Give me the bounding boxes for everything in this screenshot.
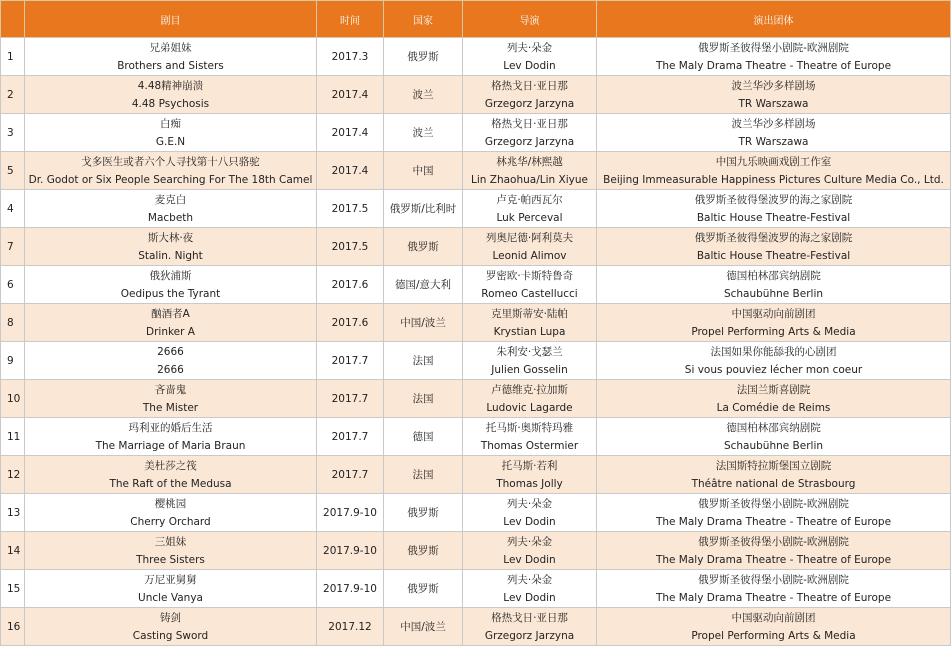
row-number: 15 [1, 570, 25, 608]
play-title [25, 76, 317, 114]
director-cn: 卢德维克·拉加斯 [491, 383, 568, 396]
troupe [597, 532, 951, 570]
country: 俄罗斯 [384, 532, 463, 570]
director-cn: 托马斯·奥斯特玛雅 [485, 421, 574, 434]
director-cn: 林兆华/林熙越 [496, 155, 563, 168]
director [463, 266, 597, 304]
table-row [1, 456, 951, 494]
play-title-cn: 三姐妹 [154, 535, 187, 548]
troupe [597, 152, 951, 190]
director [463, 114, 597, 152]
director [463, 380, 597, 418]
troupe [597, 76, 951, 114]
troupe-en: TR Warszawa [738, 135, 809, 148]
director-en: Lev Dodin [503, 59, 556, 72]
play-title-cn: 麦克白 [154, 193, 187, 206]
director-en: Grzegorz Jarzyna [484, 629, 575, 642]
country: 中国 [384, 152, 463, 190]
play-title-cn: 白痴 [160, 117, 181, 130]
table-row [1, 190, 951, 228]
play-title [25, 266, 317, 304]
troupe [597, 304, 951, 342]
play-title-en: 2666 [157, 363, 184, 376]
row-number: 12 [1, 456, 25, 494]
director-cn: 列夫·朵金 [506, 41, 553, 54]
director-cn: 克里斯蒂安·陆帕 [491, 307, 568, 320]
troupe-cn: 中国九乐映画戏剧工作室 [715, 155, 832, 168]
row-number: 10 [1, 380, 25, 418]
troupe-en: Propel Performing Arts & Media [691, 325, 856, 338]
director-cn: 列夫·朵金 [506, 497, 553, 510]
play-title-en: The Marriage of Maria Braun [95, 439, 246, 452]
performance-date: 2017.3 [317, 38, 384, 76]
performance-date: 2017.4 [317, 76, 384, 114]
director [463, 228, 597, 266]
director-cn: 托马斯·若利 [501, 459, 558, 472]
header-director: 导演 [463, 1, 597, 38]
play-title-cn: 酗酒者A [151, 307, 190, 320]
troupe [597, 114, 951, 152]
play-title-cn: 兄弟姐妹 [149, 41, 192, 54]
director [463, 418, 597, 456]
row-number: 4 [1, 190, 25, 228]
header-country: 国家 [384, 1, 463, 38]
director-cn: 卢克·帕西瓦尔 [496, 193, 563, 206]
country: 法国 [384, 456, 463, 494]
play-title [25, 532, 317, 570]
play-title [25, 152, 317, 190]
table-row [1, 266, 951, 304]
performance-date: 2017.7 [317, 380, 384, 418]
play-title [25, 608, 317, 646]
play-title-en: The Mister [142, 401, 199, 414]
country: 法国 [384, 342, 463, 380]
director [463, 152, 597, 190]
table-row [1, 114, 951, 152]
director-en: Lin Zhaohua/Lin Xiyue [471, 173, 588, 186]
header-date: 时间 [317, 1, 384, 38]
play-title-en: Macbeth [147, 211, 194, 224]
performance-date: 2017.9-10 [317, 532, 384, 570]
play-title-cn: 玛利亚的婚后生活 [128, 421, 213, 434]
director-en: Julien Gosselin [491, 363, 568, 376]
row-number: 2 [1, 76, 25, 114]
troupe-cn: 波兰华沙多样剧场 [731, 79, 816, 92]
table-row [1, 228, 951, 266]
header-row [1, 1, 951, 38]
director-en: Luk Perceval [496, 211, 563, 224]
troupe-cn: 俄罗斯圣彼得堡波罗的海之家剧院 [694, 193, 853, 206]
troupe-en: Schaubühne Berlin [723, 287, 824, 300]
troupe [597, 266, 951, 304]
play-title-cn: 4.48精神崩溃 [137, 79, 204, 92]
row-number: 13 [1, 494, 25, 532]
performance-date: 2017.5 [317, 228, 384, 266]
director-en: Lev Dodin [503, 553, 556, 566]
director-en: Lev Dodin [503, 591, 556, 604]
play-title-cn: 俄狄浦斯 [149, 269, 192, 282]
row-number: 3 [1, 114, 25, 152]
header-number [1, 1, 25, 38]
country: 俄罗斯 [384, 494, 463, 532]
troupe-en: La Comédie de Reims [716, 401, 831, 414]
table-row [1, 380, 951, 418]
play-title-en: Dr. Godot or Six People Searching For The 18th Camel [28, 173, 313, 186]
play-title [25, 456, 317, 494]
director-cn: 列奥尼德·阿利莫夫 [485, 231, 574, 244]
troupe [597, 342, 951, 380]
play-title-en: Brothers and Sisters [117, 59, 224, 72]
troupe-cn: 法国兰斯喜剧院 [736, 383, 811, 396]
table-row [1, 418, 951, 456]
play-title [25, 228, 317, 266]
country: 德国 [384, 418, 463, 456]
country: 俄罗斯/比利时 [384, 190, 463, 228]
troupe-cn: 俄罗斯圣彼得堡小剧院-欧洲剧院 [698, 41, 849, 54]
director [463, 342, 597, 380]
troupe-cn: 法国斯特拉斯堡国立剧院 [715, 459, 832, 472]
play-title-cn: 2666 [157, 345, 184, 358]
row-number: 7 [1, 228, 25, 266]
director-cn: 格热戈日·亚日那 [491, 117, 568, 130]
play-title-en: 4.48 Psychosis [131, 97, 210, 110]
director-en: Grzegorz Jarzyna [484, 97, 575, 110]
play-title-en: Three Sisters [136, 553, 205, 566]
troupe [597, 38, 951, 76]
performance-date: 2017.7 [317, 456, 384, 494]
performance-date: 2017.4 [317, 152, 384, 190]
troupe-en: The Maly Drama Theatre - Theatre of Europe [655, 553, 892, 566]
director [463, 456, 597, 494]
country: 俄罗斯 [384, 38, 463, 76]
director-cn: 格热戈日·亚日那 [491, 79, 568, 92]
troupe-en: The Maly Drama Theatre - Theatre of Europe [655, 591, 892, 604]
performance-date: 2017.7 [317, 342, 384, 380]
table-row [1, 76, 951, 114]
troupe [597, 570, 951, 608]
table-row [1, 152, 951, 190]
troupe-en: Si vous pouviez lécher mon coeur [684, 363, 863, 376]
country: 德国/意大利 [384, 266, 463, 304]
troupe-cn: 中国驱动向前剧团 [731, 307, 816, 320]
troupe [597, 228, 951, 266]
director-en: Krystian Lupa [493, 325, 566, 338]
troupe-en: TR Warszawa [738, 97, 809, 110]
play-title-cn: 美杜莎之筏 [144, 459, 197, 472]
country: 俄罗斯 [384, 570, 463, 608]
row-number: 1 [1, 38, 25, 76]
troupe-en: Propel Performing Arts & Media [691, 629, 856, 642]
country: 波兰 [384, 76, 463, 114]
troupe-en: Baltic House Theatre-Festival [696, 211, 851, 224]
troupe [597, 456, 951, 494]
troupe [597, 190, 951, 228]
play-title-en: Casting Sword [132, 629, 209, 642]
country: 法国 [384, 380, 463, 418]
director [463, 494, 597, 532]
director-cn: 列夫·朵金 [506, 573, 553, 586]
play-title [25, 570, 317, 608]
director-cn: 朱利安·戈瑟兰 [496, 345, 563, 358]
play-title-cn: 吝啬鬼 [154, 383, 187, 396]
troupe-cn: 波兰华沙多样剧场 [731, 117, 816, 130]
director-en: Grzegorz Jarzyna [484, 135, 575, 148]
troupe-cn: 德国柏林邵宾纳剧院 [726, 421, 821, 434]
troupe-cn: 中国驱动向前剧团 [731, 611, 816, 624]
table-row [1, 38, 951, 76]
troupe-en: The Maly Drama Theatre - Theatre of Europe [655, 59, 892, 72]
director [463, 570, 597, 608]
performance-date: 2017.6 [317, 266, 384, 304]
play-title [25, 342, 317, 380]
troupe-en: Théâtre national de Strasbourg [691, 477, 856, 490]
play-title [25, 494, 317, 532]
director-en: Lev Dodin [503, 515, 556, 528]
performance-date: 2017.4 [317, 114, 384, 152]
troupe-en: Baltic House Theatre-Festival [696, 249, 851, 262]
troupe [597, 608, 951, 646]
play-title [25, 380, 317, 418]
header-troupe: 演出团体 [597, 1, 951, 38]
play-title-cn: 万尼亚舅舅 [144, 573, 197, 586]
troupe [597, 380, 951, 418]
performance-date: 2017.7 [317, 418, 384, 456]
header-title: 剧目 [25, 1, 317, 38]
country: 波兰 [384, 114, 463, 152]
troupe-en: Schaubühne Berlin [723, 439, 824, 452]
director [463, 304, 597, 342]
troupe-cn: 俄罗斯圣彼得堡小剧院-欧洲剧院 [698, 497, 849, 510]
troupe-cn: 俄罗斯圣彼得堡波罗的海之家剧院 [694, 231, 853, 244]
troupe-cn: 法国如果你能舔我的心剧团 [710, 345, 837, 358]
director [463, 38, 597, 76]
country: 中国/波兰 [384, 304, 463, 342]
director-en: Thomas Jolly [496, 477, 563, 490]
play-title-cn: 樱桃园 [154, 497, 187, 510]
director-cn: 格热戈日·亚日那 [491, 611, 568, 624]
performance-date: 2017.12 [317, 608, 384, 646]
director-en: Ludovic Lagarde [486, 401, 573, 414]
troupe-en: The Maly Drama Theatre - Theatre of Europe [655, 515, 892, 528]
row-number: 9 [1, 342, 25, 380]
table-row [1, 342, 951, 380]
director-cn: 列夫·朵金 [506, 535, 553, 548]
director [463, 76, 597, 114]
play-title-en: Uncle Vanya [138, 591, 203, 604]
play-title-cn: 戈多医生或者六个人寻找第十八只骆驼 [81, 155, 260, 168]
row-number: 11 [1, 418, 25, 456]
troupe [597, 494, 951, 532]
director [463, 608, 597, 646]
play-title [25, 114, 317, 152]
director-en: Thomas Ostermier [480, 439, 579, 452]
director [463, 532, 597, 570]
table-row [1, 532, 951, 570]
country: 俄罗斯 [384, 228, 463, 266]
table-row [1, 608, 951, 646]
play-title [25, 38, 317, 76]
troupe-en: Beijing Immeasurable Happiness Pictures Culture Media Co., Ltd. [603, 173, 944, 186]
row-number: 5 [1, 152, 25, 190]
row-number: 6 [1, 266, 25, 304]
table-row [1, 570, 951, 608]
play-title-cn: 铸剑 [160, 611, 181, 624]
play-title [25, 418, 317, 456]
troupe-cn: 俄罗斯圣彼得堡小剧院-欧洲剧院 [698, 573, 849, 586]
play-title-en: G.E.N [155, 135, 186, 148]
troupe-cn: 德国柏林邵宾纳剧院 [726, 269, 821, 282]
performance-date: 2017.5 [317, 190, 384, 228]
play-title-en: Cherry Orchard [130, 515, 211, 528]
table-row [1, 304, 951, 342]
country: 中国/波兰 [384, 608, 463, 646]
performance-date: 2017.9-10 [317, 570, 384, 608]
play-title [25, 190, 317, 228]
play-title-en: The Raft of the Medusa [109, 477, 232, 490]
play-title-en: Oedipus the Tyrant [120, 287, 221, 300]
row-number: 16 [1, 608, 25, 646]
play-title-en: Stalin. Night [138, 249, 203, 262]
play-title [25, 304, 317, 342]
performance-date: 2017.6 [317, 304, 384, 342]
row-number: 8 [1, 304, 25, 342]
table-row [1, 494, 951, 532]
troupe [597, 418, 951, 456]
row-number: 14 [1, 532, 25, 570]
play-title-cn: 斯大林·夜 [147, 231, 194, 244]
troupe-cn: 俄罗斯圣彼得堡小剧院-欧洲剧院 [698, 535, 849, 548]
director-en: Romeo Castellucci [481, 287, 578, 300]
performance-date: 2017.9-10 [317, 494, 384, 532]
director [463, 190, 597, 228]
director-en: Leonid Alimov [492, 249, 567, 262]
director-cn: 罗密欧·卡斯特鲁奇 [485, 269, 574, 282]
play-title-en: Drinker A [146, 325, 195, 338]
